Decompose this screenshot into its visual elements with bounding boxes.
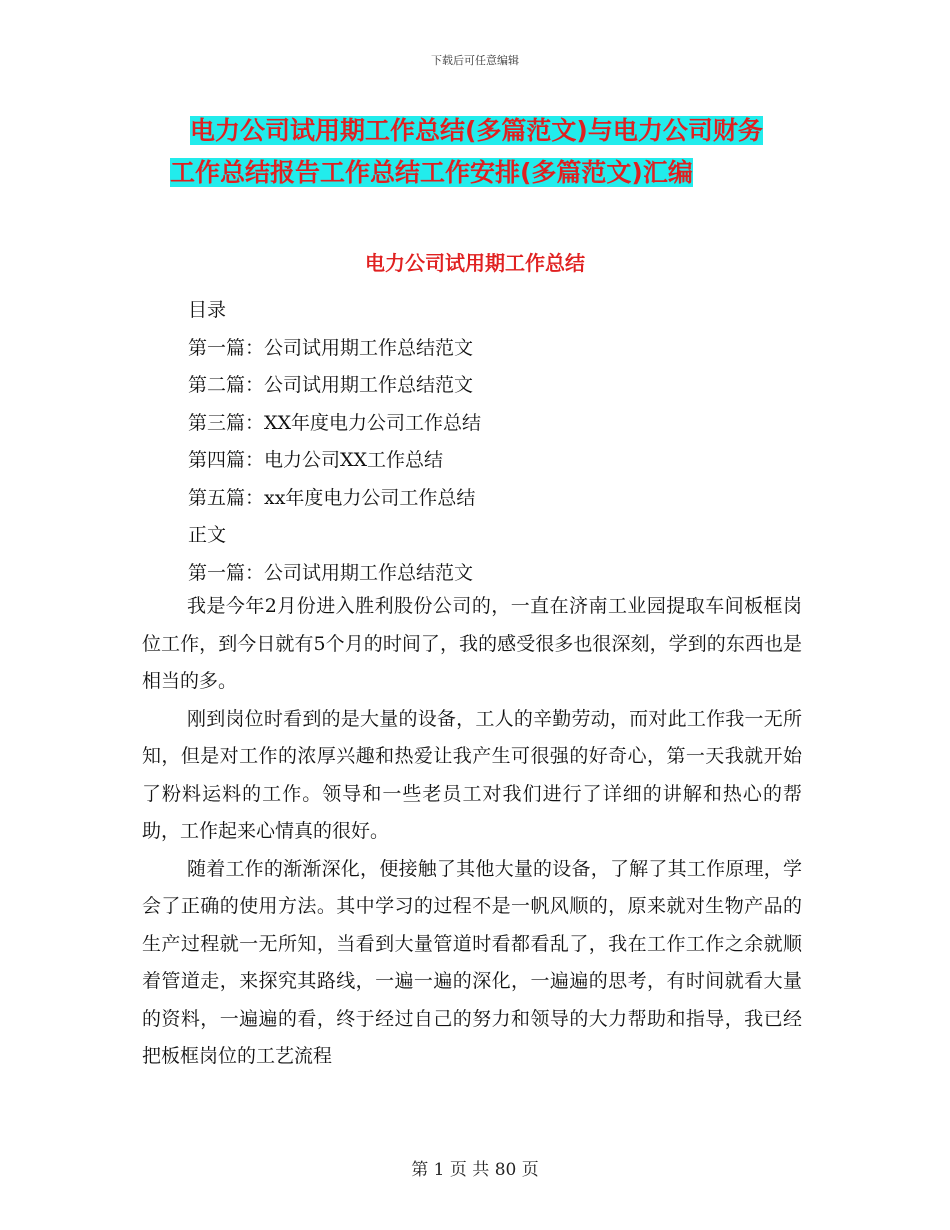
toc-item: 第五篇：xx年度电力公司工作总结 [188, 486, 476, 509]
toc-item: 第一篇：公司试用期工作总结范文 [188, 336, 474, 359]
section-title: 电力公司试用期工作总结 [365, 251, 585, 275]
paragraph: 随着工作的渐渐深化，便接触了其他大量的设备，了解了其工作原理，学会了正确的使用方法。其中学习的过程不是一帆风顺的，原来就对生物产品的生产过程就一无所知，当看到大量管道时看都看乱了，我在工作工作之余就顺着管道走，来探究其路线，一遍一遍的深化，一遍遍的思考，有时间就看大量的资料，一遍遍的看，终于经过自己的努力和领导的大力帮助和指导，我已经把板框岗位的工艺流程 [142, 857, 802, 1067]
toc-item: 第二篇：公司试用期工作总结范文 [188, 374, 474, 396]
page-number: 第 1 页 共 80 页 [411, 1160, 539, 1180]
body-text [142, 588, 802, 1076]
paragraph: 刚到岗位时看到的是大量的设备，工人的辛勤劳动，而对此工作我一无所知，但是对工作的浓厚兴趣和热爱让我产生可很强的好奇心，第一天我就开始了粉料运料的工作。领导和一些老员工对我们进行了详细的讲解和热心的帮助，工作起来心情真的很好。 [142, 707, 802, 842]
page-header-note: 下载后可任意编辑 [431, 54, 519, 67]
table-of-contents [188, 292, 481, 592]
document-title-line-1: 电力公司试用期工作总结(多篇范文)与电力公司财务 [190, 116, 763, 145]
paragraph: 我是今年2月份进入胜利股份公司的，一直在济南工业园提取车间板框岗位工作，到今日就有5个月的时间了，我的感受很多也很深刻，学到的东西也是相当的多。 [142, 595, 802, 692]
chapter-heading: 第一篇：公司试用期工作总结范文 [188, 561, 474, 584]
toc-item: 第四篇：电力公司XX工作总结 [188, 449, 444, 471]
toc-heading: 目录 [188, 299, 227, 321]
document-title-line-2: 工作总结报告工作总结工作安排(多篇范文)汇编 [170, 158, 693, 187]
toc-item: 第三篇：XX年度电力公司工作总结 [188, 411, 482, 434]
body-heading: 正文 [188, 524, 227, 546]
document-title [170, 110, 830, 194]
